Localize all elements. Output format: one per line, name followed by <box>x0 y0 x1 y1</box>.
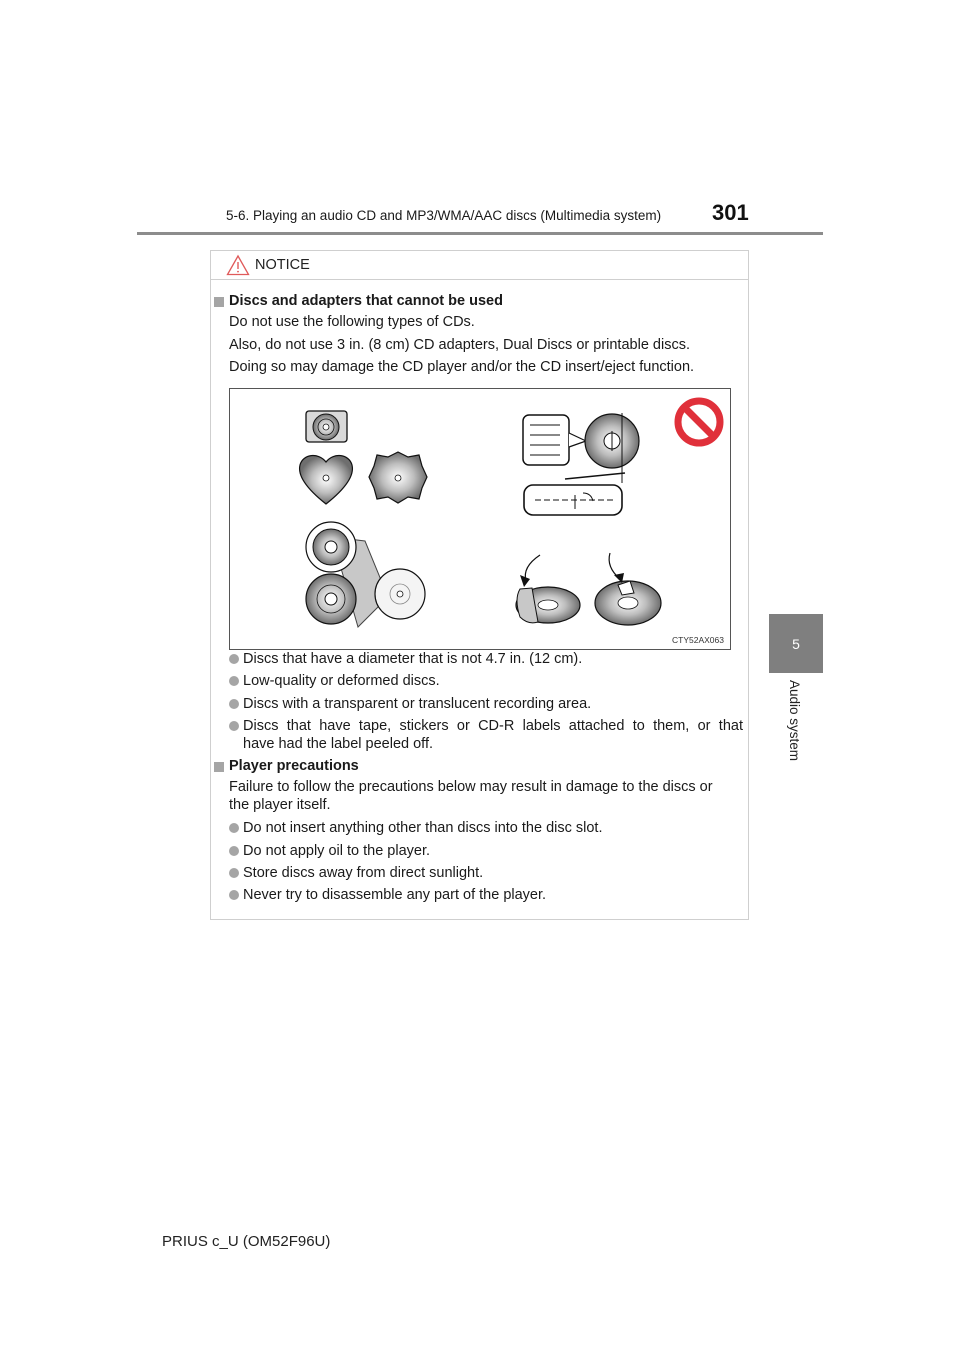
translucent-disc-icon <box>306 522 425 627</box>
header-divider <box>137 232 823 235</box>
list-item: Discs that have a diameter that is not 4.7 in. (12 cm). <box>243 651 583 667</box>
list-item: Low-quality or deformed discs. <box>243 673 440 689</box>
warning-triangle-icon <box>226 254 250 276</box>
section2-line1: Failure to follow the precautions below may result in damage to the discs or <box>229 779 713 795</box>
list-item-continuation: have had the label peeled off. <box>243 736 434 752</box>
notice-header <box>211 251 748 280</box>
unusable-discs-illustration <box>229 388 731 650</box>
prohibited-icon <box>678 401 720 443</box>
bullet-marker <box>229 676 239 686</box>
section-marker <box>214 762 224 772</box>
chapter-label-wrap <box>782 680 802 780</box>
square-disc-icon <box>306 411 347 442</box>
disc-types-drawing <box>230 389 732 651</box>
heart-disc-icon <box>300 456 353 504</box>
bullet-marker <box>229 890 239 900</box>
page-number: 301 <box>712 200 749 225</box>
section1-line3: Doing so may damage the CD player and/or the CD insert/eject function. <box>229 359 695 375</box>
list-item: Never try to disassemble any part of the player. <box>243 887 547 903</box>
section2-line2: the player itself. <box>229 797 331 813</box>
peeled-label-disc-icon <box>516 553 661 625</box>
illustration-code: CTY52AX063 <box>672 635 724 645</box>
chapter-label: Audio system <box>787 680 802 762</box>
bullet-marker <box>229 721 239 731</box>
chapter-number: 5 <box>792 635 800 652</box>
section1-line1: Do not use the following types of CDs. <box>229 314 475 330</box>
list-item: Discs with a transparent or translucent recording area. <box>243 696 592 712</box>
section1-line2: Also, do not use 3 in. (8 cm) CD adapters, Dual Discs or printable discs. <box>229 337 690 353</box>
bullet-marker <box>229 699 239 709</box>
list-item: Discs that have tape, stickers or CD-R labels attached to them, or that <box>243 718 743 734</box>
list-item: Store discs away from direct sunlight. <box>243 865 484 881</box>
section-marker <box>214 297 224 307</box>
bullet-marker <box>229 823 239 833</box>
section-title: 5-6. Playing an audio CD and MP3/WMA/AAC discs (Multimedia system) <box>226 208 662 223</box>
bullet-marker <box>229 868 239 878</box>
notice-label: NOTICE <box>255 257 310 273</box>
list-item: Do not insert anything other than discs into the disc slot. <box>243 820 603 836</box>
chapter-tab <box>769 614 823 673</box>
bullet-marker <box>229 654 239 664</box>
list-item: Do not apply oil to the player. <box>243 843 431 859</box>
section1-heading: Discs and adapters that cannot be used <box>229 293 503 309</box>
labeled-disc-player-icon <box>523 413 639 515</box>
model-footer: PRIUS c_U (OM52F96U) <box>162 1233 331 1250</box>
section2-heading: Player precautions <box>229 758 359 774</box>
flower-disc-icon <box>369 452 427 503</box>
bullet-marker <box>229 846 239 856</box>
